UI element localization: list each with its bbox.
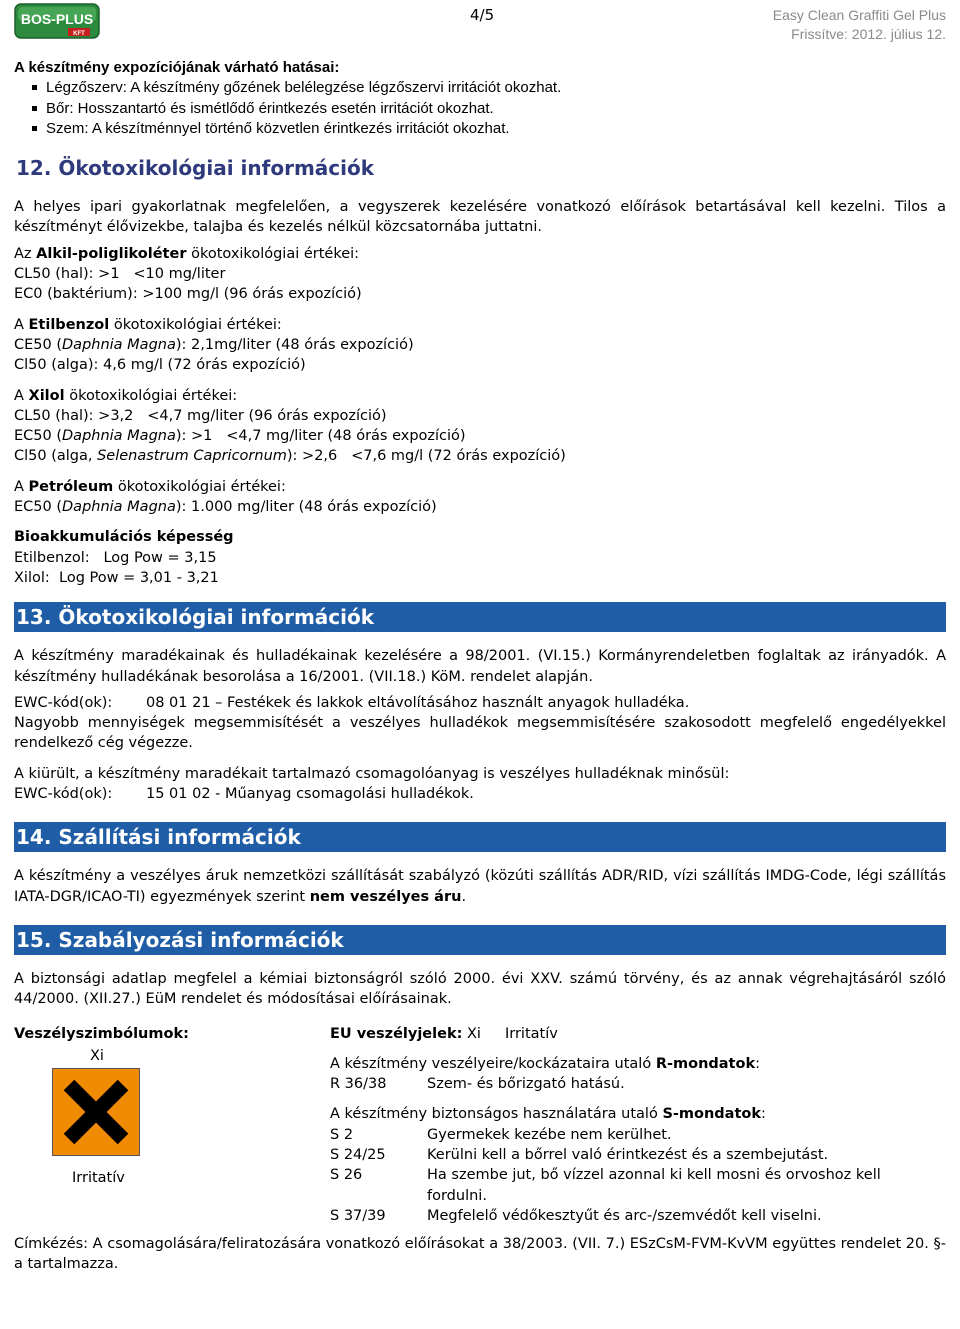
document-body [14,58,946,1274]
section-12-intro: A helyes ipari gyakorlatnak megfelelően, a vegyszerek kezelésére vonatkozó előírások betartásával kell kezelni. Tilos a készítményt élővizekbe, talajba és kezelés nélkül közcsatornába juttatni. [14,199,946,236]
r-phrases-intro: A készítmény veszélyeire/kockázataira utaló R-mondatok: [330,1055,760,1072]
alkil-heading: Az Alkil-poliglikoléter ökotoxikológiai értékei: [14,245,360,262]
r-phrase: R 36/38 Szem- és bőrizgató hatású. [330,1076,625,1093]
petroleum-heading: A Petróleum ökotoxikológiai értékei: [14,478,286,495]
hazard-block [14,1024,946,1224]
s-phrase: S 24/25 Kerülni kell a bőrrel való érintkezést és a szembejutást. [330,1146,829,1163]
x-cross-icon [53,1069,139,1155]
bioaccumulation-value: Etilbenzol: Log Pow = 3,15 [14,549,217,566]
labeling-text: Címkézés: A csomagolására/feliratozására vonatkozó előírásokat a 38/2003. (VII. 7.) ESzCsM-FVM-KvVM együttes rendelet 20. §-a tartalmazza. [14,1235,946,1272]
ewc-value: 15 01 02 - Műanyag csomagolási hulladékok. [146,786,474,803]
ewc-label: EWC-kód(ok): [14,694,113,711]
section-15-text: A biztonsági adatlap megfelel a kémiai biztonságról szóló 2000. évi XXV. számú törvény, és az annak végrehajtásáról szóló 44/2000. (XII.27.) EüM rendelet és módosításai előírásainak. [14,970,946,1008]
bioaccumulation-heading: Bioakkumulációs képesség [14,529,234,546]
bos-plus-logo [14,3,100,39]
alkil-value: EC0 (baktérium): >100 mg/l (96 órás expozíció) [14,286,362,303]
eu-hazard-heading: EU veszélyjelek: Xi Irritatív [330,1025,558,1042]
section-13-title: 13. Ökotoxikológiai információk [14,602,946,632]
logo-text: BOS-PLUS [20,11,94,27]
page-number: 4/5 [470,6,495,24]
section-13-text: A kiürült, a készítmény maradékait tartalmazó csomagolóanyag is veszélyes hulladéknak minősül: [14,765,730,782]
s-phrases-intro: A készítmény biztonságos használatára utaló S-mondatok: [330,1106,766,1123]
list-item: Légzőszerv: A készítmény gőzének belélegzése légzőszervi irritációt okozhat. [32,78,946,98]
page-header [0,0,960,50]
exposure-list [14,78,946,139]
hazard-symbols-heading: Veszélyszimbólumok: [14,1025,189,1042]
product-name: Easy Clean Graffiti Gel Plus [772,7,946,23]
revision-date: Frissítve: 2012. július 12. [791,26,946,42]
exposure-heading: A készítmény expozíciójának várható hatásai: [14,59,340,76]
list-item: Szem: A készítménnyel történő közvetlen érintkezés irritációt okozhat. [32,119,946,139]
petroleum-name: Petróleum [28,478,114,495]
document-title [773,6,946,44]
section-14-text: A készítmény a veszélyes áruk nemzetközi szállítását szabályzó (közúti szállítás ADR/RID, vízi szállítás IMDG-Code, légi szállítás IATA-DGR/ICAO-TI) egyezmények szerint nem veszélyes áru. [14,868,946,905]
etil-heading: A Etilbenzol ökotoxikológiai értékei: [14,316,282,333]
symbol-label: Irritatív [72,1169,125,1186]
etil-name: Etilbenzol [28,316,110,333]
hazard-symbols [14,1024,324,1186]
s-phrase: S 26 Ha szembe jut, bő vízzel azonnal ki kell mosni és orvoshoz kell fordulni. [330,1167,881,1204]
ewc-label: EWC-kód(ok): [14,786,113,803]
s-phrase: S 2 Gyermekek kezébe nem kerülhet. [330,1126,672,1143]
petroleum-value: EC50 (Daphnia Magna): 1.000 mg/liter (48 órás expozíció) [14,499,437,516]
section-13-text: A készítmény maradékainak és hulladékainak kezelésére a 98/2001. (VI.15.) Kormányrendeletben foglaltak az irányadók. A készítmény hulladékának besorolása a 16/2001. (VII.18.) KöM. rendelet alapján. [14,648,946,685]
xilol-heading: A Xilol ökotoxikológiai értékei: [14,387,238,404]
xilol-value: Cl50 (alga, Selenastrum Capricornum): >2,6 <7,6 mg/l (72 órás expozíció) [14,448,566,465]
section-14-title: 14. Szállítási információk [14,822,946,852]
alkil-name: Alkil-poliglikoléter [36,245,187,262]
section-13-text: Nagyobb mennyiségek megsemmisítését a veszélyes hulladékok megsemmisítésére szakosodott megfelelő engedélyekkel rendelkező cég végezze. [14,715,946,752]
s-phrase: S 37/39 Megfelelő védőkesztyűt és arc-/szemvédőt kell viselni. [330,1207,822,1224]
symbol-code: Xi [90,1047,104,1064]
ewc-code-line [14,784,946,804]
logo-subtext: KFT [73,31,85,37]
list-item: Bőr: Hosszantartó és ismétlődő érintkezés esetén irritációt okozhat. [32,99,946,119]
etil-value: CE50 (Daphnia Magna): 2,1mg/liter (48 órás expozíció) [14,336,414,353]
etil-value: Cl50 (alga): 4,6 mg/l (72 órás expozíció) [14,357,306,374]
irritant-symbol [52,1068,140,1156]
alkil-value: CL50 (hal): >1 <10 mg/liter [14,266,226,283]
ewc-code-line [14,693,946,713]
eu-hazard-info [330,1024,946,1227]
xilol-name: Xilol [28,387,65,404]
xilol-value: EC50 (Daphnia Magna): >1 <4,7 mg/liter (48 órás expozíció) [14,428,466,445]
ewc-value: 08 01 21 – Festékek és lakkok eltávolításához használt anyagok hulladéka. [146,694,690,711]
bioaccumulation-value: Xilol: Log Pow = 3,01 - 3,21 [14,569,219,586]
section-12-title: 12. Ökotoxikológiai információk [16,156,375,181]
xilol-value: CL50 (hal): >3,2 <4,7 mg/liter (96 órás expozíció) [14,407,387,424]
section-15-title: 15. Szabályozási információk [14,925,946,955]
